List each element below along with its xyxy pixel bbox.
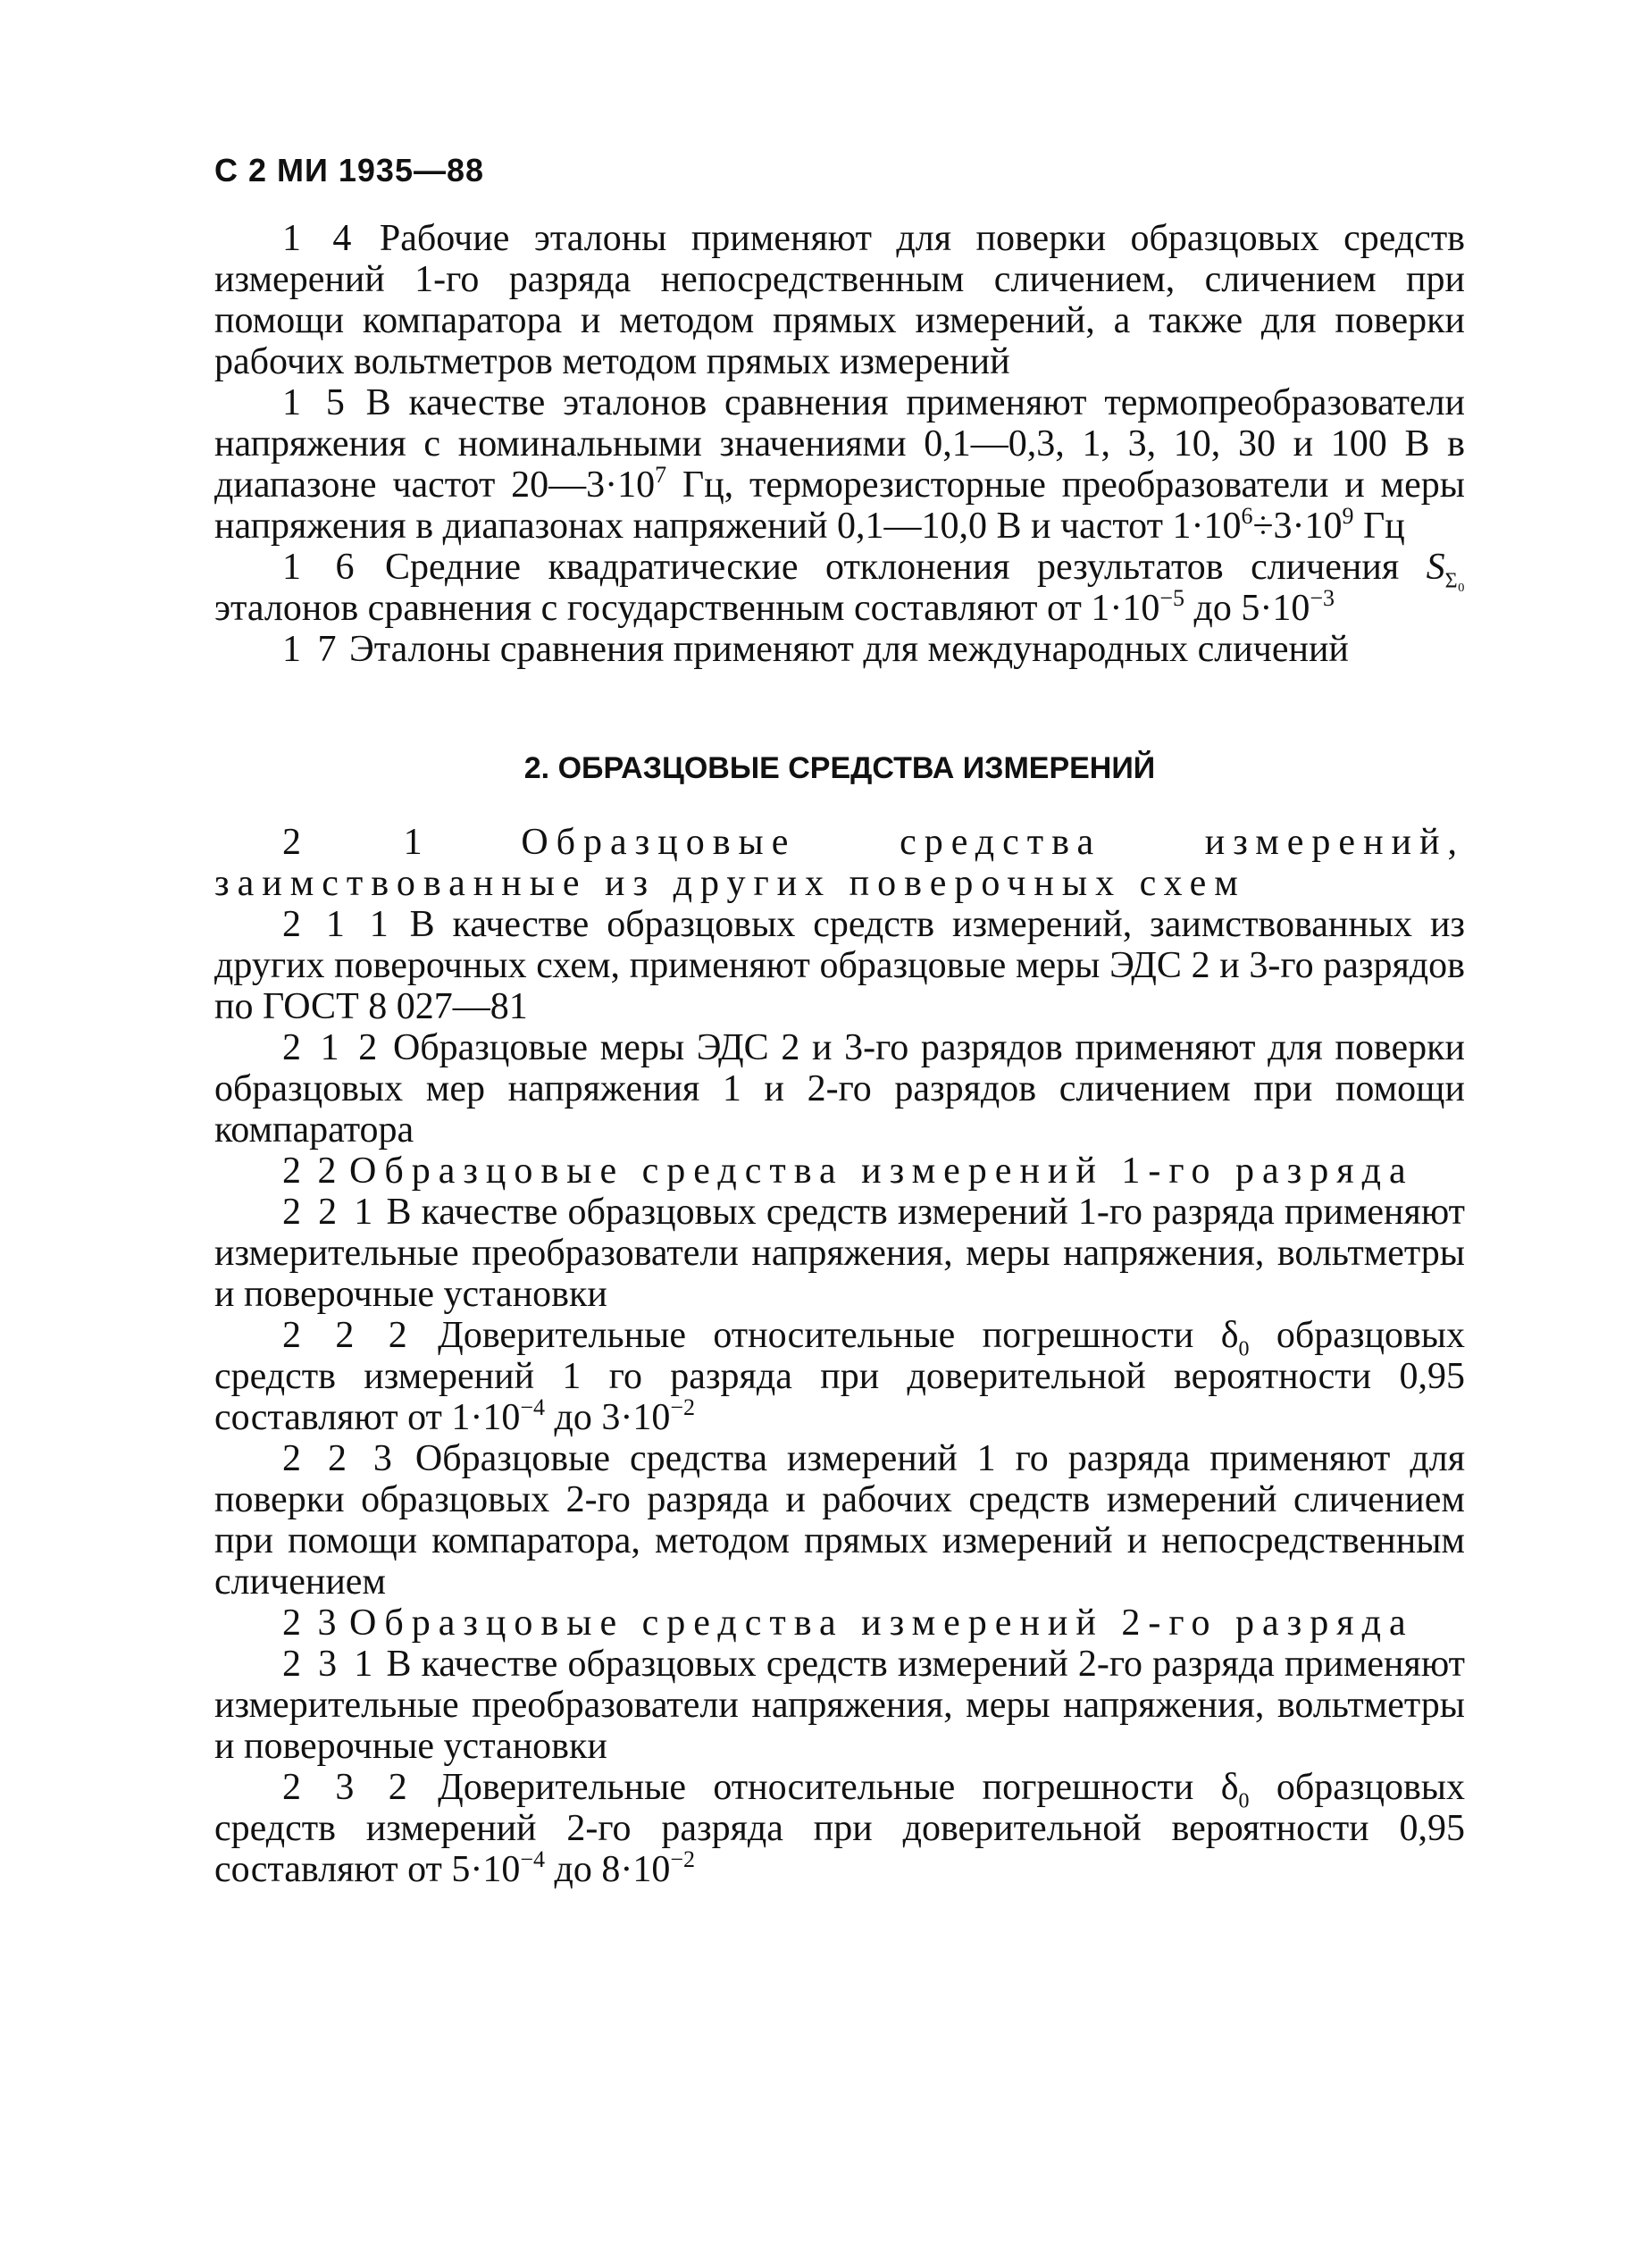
paragraph-2-2-1: [214, 1192, 1465, 1315]
paragraph-2-1-1: [214, 904, 1465, 1027]
paragraph-number: 1 4: [282, 218, 356, 259]
exponent: 9: [1342, 503, 1354, 529]
paragraph-number: 2 2 2: [282, 1315, 411, 1356]
paragraph-number: 2 2 1: [282, 1192, 377, 1233]
paragraph-text: Образцовые средства измерений 1 го разряда применяют для поверки образцовых 2-го разряда и рабочих средств измерений сличением при помощи компаратора, методом прямых измерений и непосредственным сличением: [214, 1438, 1466, 1603]
page-header: С 2 МИ 1935—88: [214, 152, 485, 188]
exponent: −2: [670, 1394, 696, 1420]
paragraph-number: 2 2 3: [282, 1438, 396, 1479]
paragraph-2-2-2: [214, 1315, 1465, 1438]
paragraph-2-1: [214, 822, 1465, 904]
subscript: 0: [1238, 1789, 1250, 1813]
paragraph-2-3-1: [214, 1644, 1465, 1767]
paragraph-number: 2 3 2: [282, 1767, 411, 1808]
paragraph-text: Доверительные относительные погрешности δ: [438, 1315, 1239, 1356]
paragraph-1-6: [214, 547, 1465, 629]
subscript: 0: [1238, 1337, 1250, 1361]
paragraph-1-7: [214, 629, 1465, 670]
paragraph-number: 2 2: [282, 1151, 340, 1192]
exponent: −4: [520, 1394, 546, 1420]
paragraph-text: эталонов сравнения с государственным составляют от 1·10: [214, 588, 1160, 629]
paragraph-text: Гц, терморезисторные преобразователи и меры напряжения в диапазонах напряжений 0,1—10,0 В и частот 1·10: [214, 464, 1465, 547]
paragraph-number: 2 1 2: [282, 1027, 381, 1068]
paragraph-2-3-2: [214, 1767, 1465, 1890]
exponent: 6: [1241, 503, 1253, 529]
exponent: −2: [670, 1846, 696, 1872]
paragraph-text: образцовых средств измерений 1 го разряда при доверительной вероятности 0,95 составляют от 1·10: [214, 1315, 1465, 1438]
exponent: −5: [1159, 585, 1184, 611]
symbol-subscript: Σ₀: [1444, 569, 1465, 593]
paragraph-text: В качестве эталонов сравнения применяют термопреобразователи напряжения с номинальными значениями 0,1—0,3, 1, 3, 10, 30 и 100 В в диапазоне частот 20—3·10: [214, 382, 1466, 506]
exponent: −4: [520, 1846, 546, 1872]
paragraph-text: Средние квадратические отклонения результатов сличения: [384, 547, 1427, 588]
paragraph-text: В качестве образцовых средств измерений, заимствованных из других поверочных схем, применяют образцовые меры ЭДС 2 и 3-го разрядов по ГОСТ 8 027—81: [214, 904, 1466, 1027]
paragraph-number: 2 3 1: [282, 1644, 377, 1685]
paragraph-number: 2 1 1: [282, 904, 392, 945]
paragraph-text: В качестве образцовых средств измерений 1-го разряда применяют измерительные преобразователи напряжения, меры напряжения, вольтметры и поверочные установки: [214, 1192, 1466, 1315]
paragraph-text: Гц: [1353, 506, 1405, 547]
paragraph-2-2: [214, 1151, 1465, 1192]
paragraph-number: 1 5: [282, 382, 348, 423]
paragraph-text: Доверительные относительные погрешности δ: [438, 1767, 1239, 1808]
exponent: −3: [1310, 585, 1335, 611]
paragraph-text: до 8·10: [545, 1849, 671, 1890]
exponent: 7: [655, 462, 667, 488]
paragraph-number: 1 6: [282, 547, 358, 588]
paragraph-text: образцовых средств измерений 2-го разряда при доверительной вероятности 0,95 составляют от 5·10: [214, 1767, 1465, 1890]
paragraph-text: до 3·10: [545, 1397, 671, 1438]
paragraph-1-5: [214, 382, 1465, 547]
section-title: 2. ОБРАЗЦОВЫЕ СРЕДСТВА ИЗМЕРЕНИЙ: [523, 751, 1156, 785]
paragraph-number: 2 3: [282, 1603, 340, 1644]
paragraph-1-4: [214, 218, 1465, 382]
paragraph-text: Эталоны сравнения применяют для международных сличений: [349, 629, 1349, 670]
subsection-heading: Образцовые средства измерений 2-го разряда: [349, 1603, 1414, 1644]
paragraph-text: Образцовые меры ЭДС 2 и 3-го разрядов применяют для поверки образцовых мер напряжения 1 и 2-го разрядов сличением при помощи компаратора: [214, 1027, 1466, 1151]
paragraph-text: ÷3·10: [1252, 506, 1343, 547]
paragraph-text: до 5·10: [1184, 588, 1310, 629]
paragraph-2-3: [214, 1603, 1465, 1644]
symbol-s: S: [1426, 547, 1445, 588]
subsection-heading: Образцовые средства измерений 1-го разряда: [349, 1151, 1414, 1192]
paragraph-text: В качестве образцовых средств измерений 2-го разряда применяют измерительные преобразователи напряжения, меры напряжения, вольтметры и поверочные установки: [214, 1644, 1466, 1767]
paragraph-2-2-3: [214, 1438, 1465, 1603]
subsection-heading: Образцовые средства измерений, заимствованные из других поверочных схем: [214, 822, 1465, 904]
paragraph-number: 2 1: [282, 822, 426, 863]
paragraph-2-1-2: [214, 1027, 1465, 1151]
paragraph-number: 1 7: [282, 629, 340, 670]
document-page: [214, 152, 1465, 1890]
paragraph-text: Рабочие эталоны применяют для поверки образцовых средств измерений 1-го разряда непосредственным сличением, сличением при помощи компаратора и методом прямых измерений, а также для поверки рабочих вольтметров методом прямых измерений: [214, 218, 1466, 382]
